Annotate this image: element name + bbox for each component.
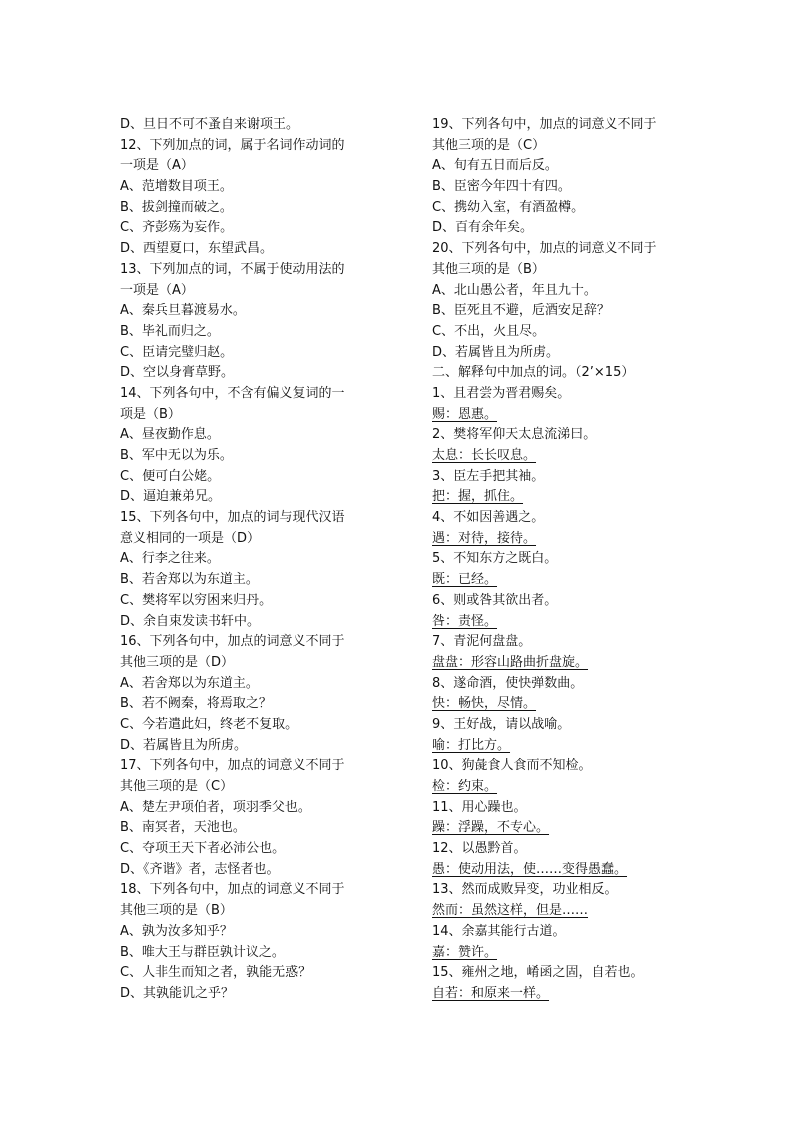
answer-line	[432, 446, 682, 467]
question-text: C、不出，火且尽。	[432, 323, 546, 339]
answer-line	[432, 984, 682, 1005]
answer-text: 盘盘：形容山路曲折盘旋。	[432, 654, 589, 670]
answer-line	[432, 529, 682, 550]
question-line	[432, 963, 682, 984]
question-text: 6、则或咎其欲出者。	[432, 592, 558, 608]
question-text: 8、遂命酒，使快弹数曲。	[432, 675, 584, 691]
question-line	[432, 756, 682, 777]
question-text: 4、不如因善遇之。	[432, 510, 545, 526]
question-line: C、樊将军以穷困来归丹。	[120, 592, 273, 608]
question-line: B、唯大王与群臣孰计议之。	[120, 944, 285, 960]
question-line	[432, 591, 682, 612]
question-line: 其他三项的是（D）	[120, 654, 235, 670]
answer-text: 检：约束。	[432, 779, 498, 794]
answer-line	[432, 570, 682, 591]
question-text: 9、王好战，请以战喻。	[432, 716, 571, 732]
question-line: A、孰为汝多知乎？	[120, 923, 233, 939]
question-line: B、军中无以为乐。	[120, 448, 233, 463]
question-line: 一项是（A）	[120, 282, 194, 298]
answer-line	[432, 777, 682, 798]
right-column	[432, 115, 682, 1005]
answer-line	[432, 736, 682, 757]
question-line: A、若舍郑以为东道主。	[120, 675, 259, 691]
answer-text: 嘉：赞许。	[432, 944, 498, 960]
question-line	[432, 239, 682, 260]
question-line: D、若属皆且为所虏。	[120, 737, 248, 753]
left-column	[120, 115, 370, 1005]
answer-line	[432, 612, 682, 633]
answer-text: 既：已经。	[432, 572, 498, 588]
question-text: 19、下列各句中，加点的词意义不同于	[432, 117, 657, 132]
question-line: 其他三项的是（C）	[120, 779, 234, 794]
question-line: 13、下列加点的词，不属于使动用法的	[120, 261, 345, 277]
question-text: D、百有余年矣。	[432, 220, 534, 236]
question-line	[432, 343, 682, 364]
question-text: 11、用心躁也。	[432, 799, 527, 815]
question-line: C、人非生而知之者，孰能无惑？	[120, 965, 312, 981]
question-text: 2、樊将军仰天太息流涕曰。	[432, 427, 597, 443]
question-text: B、臣死且不避，卮酒安足辞？	[432, 303, 610, 319]
question-line: 意义相同的一项是（D）	[120, 530, 261, 546]
answer-line	[432, 901, 682, 922]
question-line: B、若不阙秦，将焉取之？	[120, 696, 272, 712]
question-line	[432, 177, 682, 198]
question-line	[432, 674, 682, 695]
question-line	[432, 384, 682, 405]
question-text: A、北山愚公者，年且九十。	[432, 282, 597, 298]
question-line: D、逼迫兼弟兄。	[120, 489, 222, 505]
question-line: D、西望夏口，东望武昌。	[120, 241, 274, 257]
answer-text: 自若：和原来一样。	[432, 985, 550, 1001]
question-text: D、若属皆且为所虏。	[432, 344, 560, 360]
answer-line	[432, 405, 682, 426]
question-line: B、拔剑撞而破之。	[120, 199, 233, 215]
question-line: 12、下列加点的词，属于名词作动词的	[120, 137, 345, 153]
question-line: C、便可白公姥。	[120, 468, 221, 484]
question-line: 16、下列各句中，加点的词意义不同于	[120, 634, 345, 650]
question-text: 10、狗彘食人食而不知检。	[432, 758, 592, 774]
question-line: D、空以身膏草野。	[120, 365, 235, 381]
question-line: D、《齐谐》者，志怪者也。	[120, 861, 280, 877]
answer-line	[432, 860, 682, 881]
question-line: 一项是（A）	[120, 158, 194, 174]
question-line: 15、下列各句中，加点的词与现代汉语	[120, 510, 345, 526]
question-line	[432, 467, 682, 488]
question-line	[432, 218, 682, 239]
answer-text: 快：畅快，尽情。	[432, 696, 537, 712]
question-text: 7、青泥何盘盘。	[432, 634, 532, 650]
question-line: 项是（B）	[120, 406, 181, 422]
question-text: 20、下列各句中，加点的词意义不同于	[432, 241, 657, 257]
answer-text: 太息：长长叹息。	[432, 448, 537, 463]
question-line	[432, 281, 682, 302]
answer-text: 遇：对待，接待。	[432, 530, 537, 546]
question-line	[432, 508, 682, 529]
question-line: A、楚左尹项伯者，项羽季父也。	[120, 799, 311, 815]
question-line	[432, 715, 682, 736]
question-line	[432, 880, 682, 901]
question-line: B、南冥者，天池也。	[120, 820, 246, 836]
question-line: 18、下列各句中，加点的词意义不同于	[120, 882, 345, 898]
question-line: A、行李之往来。	[120, 551, 220, 567]
question-line	[432, 156, 682, 177]
question-line	[432, 363, 682, 384]
question-line: 14、下列各句中，不含有偏义复词的一	[120, 385, 345, 401]
question-line	[432, 839, 682, 860]
question-line: B、若舍郑以为东道主。	[120, 572, 259, 588]
question-line: C、夺项王天下者必沛公也。	[120, 841, 286, 857]
question-text: 其他三项的是（C）	[432, 137, 546, 153]
question-text: A、旬有五日而后反。	[432, 158, 558, 174]
question-text: 5、不知东方之既白。	[432, 551, 558, 567]
answer-text: 把：握，抓住。	[432, 489, 524, 505]
question-text: 其他三项的是（B）	[432, 261, 545, 277]
question-line	[432, 136, 682, 157]
question-line: A、秦兵旦暮渡易水。	[120, 303, 246, 319]
answer-text: 咎：责怪。	[432, 613, 498, 629]
question-line: D、其孰能讥之乎？	[120, 985, 235, 1001]
question-line	[432, 798, 682, 819]
question-line: A、范增数目项王。	[120, 179, 233, 195]
question-line	[432, 549, 682, 570]
question-text: 13、然而成败异变，功业相反。	[432, 882, 618, 898]
question-line: D、旦日不可不蚤自来谢项王。	[120, 117, 300, 132]
question-line: C、臣请完璧归赵。	[120, 344, 234, 360]
answer-text: 赐：恩惠。	[432, 406, 498, 422]
question-text: 14、余嘉其能行古道。	[432, 923, 566, 939]
question-line: 其他三项的是（B）	[120, 903, 233, 919]
question-line	[432, 301, 682, 322]
question-line	[432, 115, 682, 136]
answer-text: 愚：使动用法，使……变得愚蠢。	[432, 861, 628, 877]
question-line: C、今若遣此妇，终老不复取。	[120, 716, 299, 732]
answer-text: 躁：浮躁，不专心。	[432, 820, 550, 836]
answer-line	[432, 653, 682, 674]
question-line: A、昼夜勤作息。	[120, 427, 220, 443]
question-text: 二、解释句中加点的词。（2’×15）	[432, 365, 635, 381]
answer-text: 喻：打比方。	[432, 737, 511, 753]
question-text: C、携幼入室，有酒盈樽。	[432, 199, 585, 215]
answer-line	[432, 487, 682, 508]
answer-line	[432, 694, 682, 715]
answer-text: 然而：虽然这样，但是……	[432, 903, 589, 919]
question-line: 17、下列各句中，加点的词意义不同于	[120, 758, 345, 774]
answer-line	[432, 943, 682, 964]
question-text: 12、以愚黔首。	[432, 841, 527, 857]
answer-line	[432, 818, 682, 839]
question-line	[432, 260, 682, 281]
question-line: C、齐彭殇为妄作。	[120, 220, 234, 236]
question-text: 15、雍州之地，崤函之固，自若也。	[432, 965, 644, 981]
question-line	[432, 922, 682, 943]
question-line	[432, 198, 682, 219]
question-text: B、臣密今年四十有四。	[432, 179, 571, 195]
question-line: B、毕礼而归之。	[120, 323, 220, 339]
question-line	[432, 322, 682, 343]
question-text: 3、臣左手把其袖。	[432, 468, 545, 484]
question-text: 1、且君尝为晋君赐矣。	[432, 385, 571, 401]
question-line: D、余自束发读书轩中。	[120, 613, 261, 629]
question-line	[432, 632, 682, 653]
question-line	[432, 425, 682, 446]
